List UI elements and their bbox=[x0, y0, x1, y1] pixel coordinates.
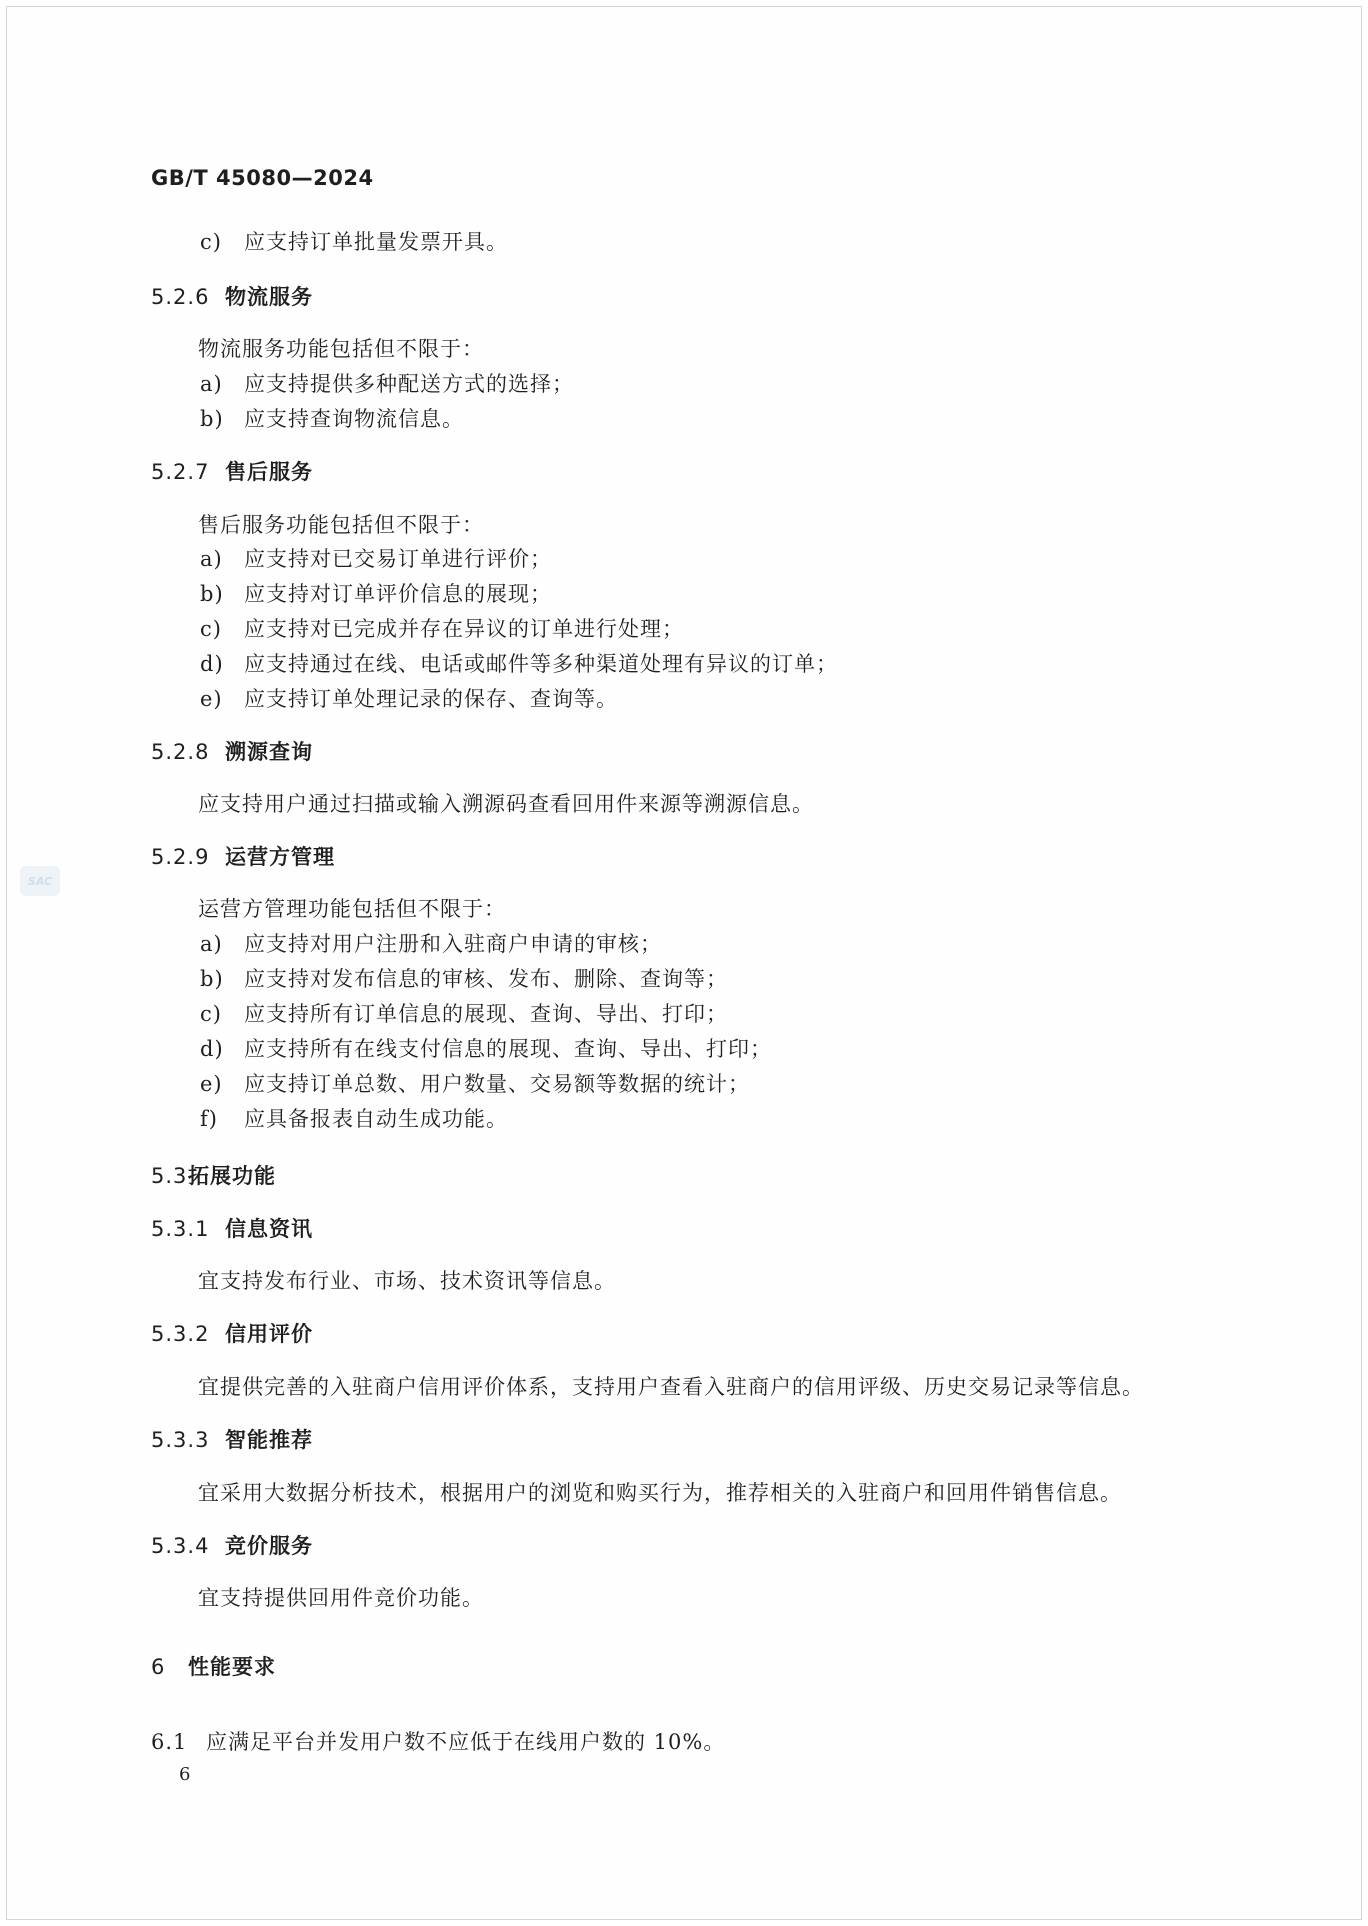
section-number: 5.2.9 bbox=[151, 845, 210, 869]
list-item bbox=[200, 1106, 508, 1132]
list-item-marker: e) bbox=[200, 1072, 223, 1096]
list-item-text: 应支持对已完成并存在异议的订单进行处理； bbox=[244, 617, 684, 641]
section-title: 售后服务 bbox=[225, 460, 313, 484]
list-item-text: 应支持提供多种配送方式的选择； bbox=[244, 372, 574, 396]
section-title: 信息资讯 bbox=[225, 1217, 313, 1241]
list-item bbox=[200, 371, 574, 397]
paragraph: 运营方管理功能包括但不限于： bbox=[198, 897, 506, 921]
list-item-marker: a) bbox=[200, 932, 223, 956]
section-heading bbox=[151, 284, 313, 310]
section-title: 拓展功能 bbox=[188, 1164, 276, 1188]
list-item-text: 应支持对用户注册和入驻商户申请的审核； bbox=[244, 932, 662, 956]
section-number: 5.3.2 bbox=[151, 1322, 210, 1346]
list-item bbox=[200, 966, 728, 992]
list-item-text: 应支持订单处理记录的保存、查询等。 bbox=[244, 687, 618, 711]
list-item-marker: a) bbox=[200, 372, 223, 396]
paragraph: 宜采用大数据分析技术，根据用户的浏览和购买行为，推荐相关的入驻商户和回用件销售信息。 bbox=[198, 1481, 1122, 1505]
section-number: 5.2.7 bbox=[151, 460, 210, 484]
section-title: 性能要求 bbox=[188, 1655, 276, 1679]
list-item bbox=[200, 1036, 772, 1062]
paragraph: 宜支持提供回用件竞价功能。 bbox=[198, 1586, 484, 1610]
clause bbox=[151, 1729, 726, 1755]
section-number: 5.3.4 bbox=[151, 1534, 210, 1558]
list-item-marker: b) bbox=[200, 967, 224, 991]
list-item-marker: c) bbox=[200, 617, 222, 641]
paragraph: 宜提供完善的入驻商户信用评价体系，支持用户查看入驻商户的信用评级、历史交易记录等信息。 bbox=[198, 1375, 1144, 1399]
section-heading bbox=[151, 1216, 313, 1242]
section-heading bbox=[151, 1321, 313, 1347]
list-item-marker: c) bbox=[200, 230, 222, 254]
paragraph: 售后服务功能包括但不限于： bbox=[198, 513, 484, 537]
section-title: 溯源查询 bbox=[225, 740, 313, 764]
list-item bbox=[200, 1001, 728, 1027]
section-title: 运营方管理 bbox=[225, 845, 335, 869]
list-item bbox=[200, 651, 838, 677]
section-heading bbox=[151, 459, 313, 485]
list-item-text: 应支持查询物流信息。 bbox=[244, 407, 464, 431]
list-item-text: 应具备报表自动生成功能。 bbox=[244, 1107, 508, 1131]
list-item-marker: f) bbox=[200, 1107, 218, 1131]
list-item bbox=[200, 616, 684, 642]
section-number: 5.3 bbox=[151, 1164, 188, 1188]
list-item-text: 应支持对订单评价信息的展现； bbox=[244, 582, 552, 606]
section-heading bbox=[151, 1427, 313, 1453]
paragraph: 物流服务功能包括但不限于： bbox=[198, 337, 484, 361]
document-code: GB/T 45080—2024 bbox=[151, 166, 374, 190]
section-title: 物流服务 bbox=[225, 285, 313, 309]
list-item-text: 应支持所有在线支付信息的展现、查询、导出、打印； bbox=[244, 1037, 772, 1061]
list-item-marker: a) bbox=[200, 547, 223, 571]
list-item bbox=[200, 931, 662, 957]
list-item-marker: d) bbox=[200, 1037, 224, 1061]
list-item-marker: c) bbox=[200, 1002, 222, 1026]
section-title: 智能推荐 bbox=[225, 1428, 313, 1452]
list-item-text: 应支持通过在线、电话或邮件等多种渠道处理有异议的订单； bbox=[244, 652, 838, 676]
section-number: 5.3.1 bbox=[151, 1217, 210, 1241]
list-item-marker: e) bbox=[200, 687, 223, 711]
list-item bbox=[200, 406, 464, 432]
section-title: 竞价服务 bbox=[225, 1534, 313, 1558]
section-heading bbox=[151, 1654, 276, 1680]
paragraph: 宜支持发布行业、市场、技术资讯等信息。 bbox=[198, 1269, 616, 1293]
section-heading bbox=[151, 844, 335, 870]
clause-text: 应满足平台并发用户数不应低于在线用户数的 10%。 bbox=[206, 1730, 726, 1754]
list-item bbox=[200, 229, 508, 255]
section-number: 5.2.6 bbox=[151, 285, 210, 309]
list-item bbox=[200, 686, 618, 712]
list-item bbox=[200, 1071, 750, 1097]
section-number: 6 bbox=[151, 1655, 166, 1679]
clause-number: 6.1 bbox=[151, 1730, 188, 1754]
list-item-marker: b) bbox=[200, 582, 224, 606]
section-title: 信用评价 bbox=[225, 1322, 313, 1346]
list-item-marker: d) bbox=[200, 652, 224, 676]
list-item-text: 应支持对已交易订单进行评价； bbox=[244, 547, 552, 571]
section-number: 5.3.3 bbox=[151, 1428, 210, 1452]
section-number: 5.2.8 bbox=[151, 740, 210, 764]
list-item bbox=[200, 546, 552, 572]
list-item-text: 应支持对发布信息的审核、发布、删除、查询等； bbox=[244, 967, 728, 991]
section-heading bbox=[151, 1533, 313, 1559]
sac-watermark-logo: SAC bbox=[20, 866, 60, 896]
list-item-marker: b) bbox=[200, 407, 224, 431]
paragraph: 应支持用户通过扫描或输入溯源码查看回用件来源等溯源信息。 bbox=[198, 792, 814, 816]
page-number: 6 bbox=[179, 1764, 191, 1785]
list-item bbox=[200, 581, 552, 607]
section-heading bbox=[151, 739, 313, 765]
list-item-text: 应支持所有订单信息的展现、查询、导出、打印； bbox=[244, 1002, 728, 1026]
list-item-text: 应支持订单批量发票开具。 bbox=[244, 230, 508, 254]
section-heading bbox=[151, 1163, 276, 1189]
list-item-text: 应支持订单总数、用户数量、交易额等数据的统计； bbox=[244, 1072, 750, 1096]
